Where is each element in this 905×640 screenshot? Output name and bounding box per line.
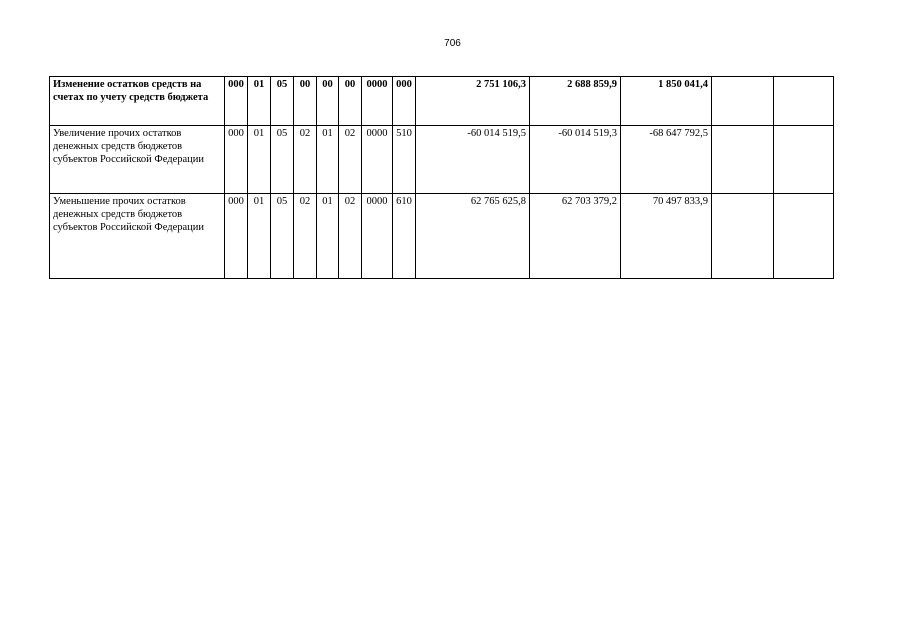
budget-sources-table	[49, 76, 834, 279]
amount-4	[712, 126, 774, 194]
code-kosgu: 610	[393, 194, 416, 279]
code-kosgu: 000	[393, 77, 416, 126]
code-article: 02	[294, 194, 317, 279]
table-row	[50, 126, 834, 194]
code-element: 00	[339, 77, 362, 126]
code-element: 02	[339, 126, 362, 194]
amount-5	[774, 77, 834, 126]
code-group: 01	[248, 194, 271, 279]
amount-2: -60 014 519,3	[530, 126, 621, 194]
amount-3: 70 497 833,9	[621, 194, 712, 279]
amount-1: 2 751 106,3	[416, 77, 530, 126]
code-program: 0000	[362, 126, 393, 194]
row-name: Изменение остатков средств на счетах по учету средств бюджета	[50, 77, 225, 126]
amount-5	[774, 194, 834, 279]
amount-1: 62 765 625,8	[416, 194, 530, 279]
code-group: 01	[248, 126, 271, 194]
code-element: 02	[339, 194, 362, 279]
table-row	[50, 77, 834, 126]
code-admin: 000	[225, 194, 248, 279]
amount-3: -68 647 792,5	[621, 126, 712, 194]
amount-3: 1 850 041,4	[621, 77, 712, 126]
row-name: Увеличение прочих остатков денежных средств бюджетов субъектов Российской Федерации	[50, 126, 225, 194]
amount-4	[712, 77, 774, 126]
code-subarticle: 01	[317, 194, 339, 279]
amount-5	[774, 126, 834, 194]
code-article: 02	[294, 126, 317, 194]
amount-4	[712, 194, 774, 279]
code-subarticle: 00	[317, 77, 339, 126]
code-article: 00	[294, 77, 317, 126]
table-row	[50, 194, 834, 279]
code-group: 01	[248, 77, 271, 126]
amount-1: -60 014 519,5	[416, 126, 530, 194]
code-subgroup: 05	[271, 77, 294, 126]
row-name: Уменьшение прочих остатков денежных средств бюджетов субъектов Российской Федерации	[50, 194, 225, 279]
code-subgroup: 05	[271, 194, 294, 279]
code-program: 0000	[362, 194, 393, 279]
amount-2: 2 688 859,9	[530, 77, 621, 126]
amount-2: 62 703 379,2	[530, 194, 621, 279]
code-admin: 000	[225, 77, 248, 126]
code-kosgu: 510	[393, 126, 416, 194]
code-admin: 000	[225, 126, 248, 194]
page-number: 706	[444, 38, 461, 49]
code-program: 0000	[362, 77, 393, 126]
code-subgroup: 05	[271, 126, 294, 194]
code-subarticle: 01	[317, 126, 339, 194]
